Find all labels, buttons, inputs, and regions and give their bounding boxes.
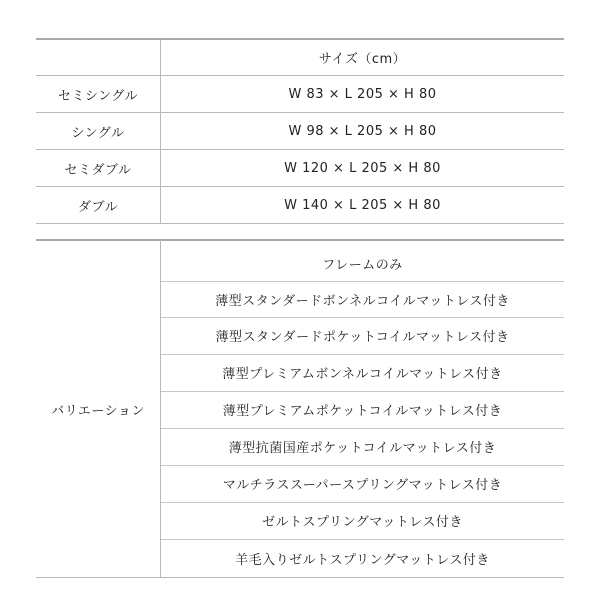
size-row-value: W 83 × L 205 × H 80 [288, 86, 437, 102]
size-row-label: セミシングル [57, 88, 139, 104]
variation-item: 羊毛入りゼルトスプリングマットレス付き [235, 552, 490, 568]
size-row-value: W 140 × L 205 × H 80 [284, 197, 441, 213]
variation-label: バリエーション [51, 403, 145, 419]
size-row-value: W 98 × L 205 × H 80 [288, 123, 437, 139]
variation-item: 薄型プレミアムポケットコイルマットレス付き [222, 404, 503, 419]
variation-item: ゼルトスプリングマットレス付き [262, 515, 463, 530]
variation-table-bottom-border [36, 577, 564, 578]
variation-item: フレームのみ [322, 257, 403, 273]
size-row-value: W 120 × L 205 × H 80 [284, 160, 441, 176]
size-header: サイズ（cm） [318, 51, 407, 67]
variation-item: 薄型スタンダードボンネルコイルマットレス付き [215, 293, 510, 309]
variation-item: 薄型スタンダードポケットコイルマットレス付き [215, 330, 510, 345]
size-row-label: ダブル [78, 199, 118, 215]
size-row-label: シングル [71, 125, 125, 141]
variation-item: 薄型プレミアムボンネルコイルマットレス付き [222, 367, 503, 382]
size-table-bottom-border [36, 223, 564, 224]
variation-item: マルチラススーパースプリングマットレス付き [222, 478, 503, 493]
size-row-label: セミダブル [64, 162, 132, 178]
variation-item: 薄型抗菌国産ポケットコイルマットレス付き [228, 441, 497, 456]
